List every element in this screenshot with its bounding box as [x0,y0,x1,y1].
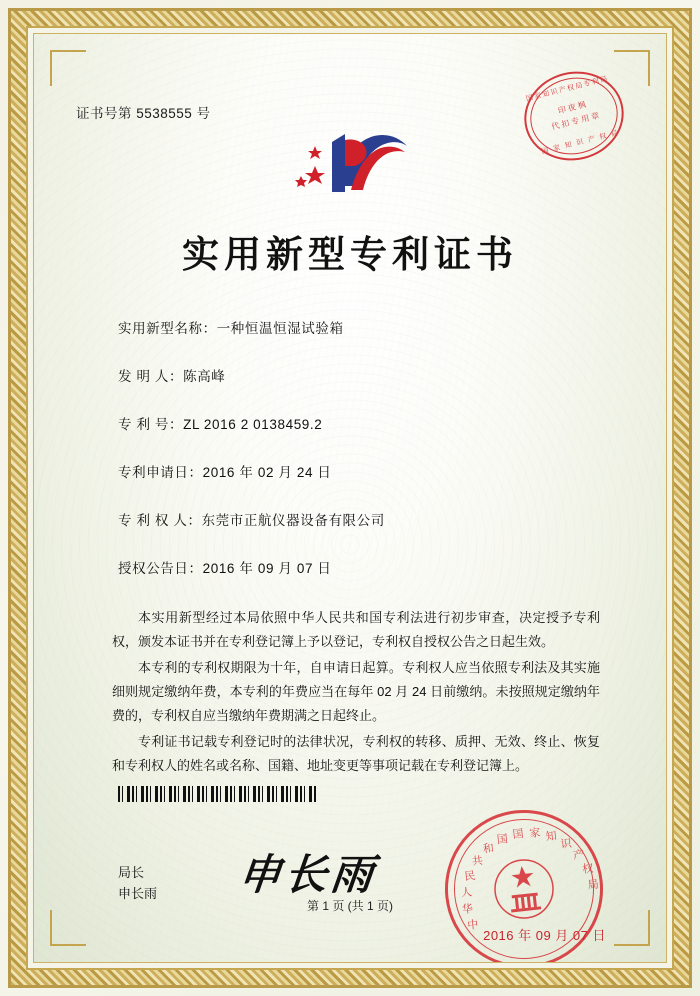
oval-stamp-arc-bottom: 国 家 知 识 产 权 局 [540,129,621,156]
fields-list [118,317,606,605]
field-value: 2016 年 02 月 24 日 [202,465,332,480]
certificate-content [34,34,666,962]
oval-stamp-mid-line-1: 印 夜 枫 [557,99,587,116]
field-value: 2016 年 09 月 07 日 [202,561,332,576]
legal-paragraph-3: 专利证书记载专利登记时的法律状况，专利权的转移、质押、无效、终止、恢复和专利权人的姓名或名称、国籍、地址变更等事项记载在专利登记簿上。 [112,734,600,774]
field-patentee [118,509,606,529]
field-application-date [118,461,606,481]
page-title: 实用新型专利证书 [182,233,518,276]
page-footer: 第 1 页 (共 1 页) [306,899,393,913]
director-name: 申长雨 [118,886,158,902]
oval-stamp-icon [515,61,633,171]
legal-text-block [112,606,600,780]
legal-paragraph-1: 本实用新型经过本局依照中华人民共和国专利法进行初步审查，决定授予专利权，颁发本证书并在专利登记簿上予以登记，专利权自授权公告之日起生效。 [112,610,600,650]
oval-stamp-mid-line-2: 代 扣 专 用 章 [550,111,601,132]
field-value: ZL 2016 2 0138459.2 [183,417,323,432]
field-label: 专 利 号： [118,417,184,432]
director-label: 局长 [118,865,145,880]
certificate-number: 证书号第 5538555 号 [76,106,211,121]
field-inventor [118,365,606,385]
field-label: 发 明 人： [118,369,184,384]
cnipa-logo-icon [285,120,415,208]
round-seal-text: 中 华 人 民 共 和 国 国 家 知 识 产 权 局 [460,826,601,932]
field-announcement-date [118,557,606,577]
certificate-inner-panel [33,33,667,963]
field-value: 陈高峰 [183,369,226,384]
oval-stamp-arc-top: 国家知识产权局专利局 [525,75,610,103]
seal-date: 2016 年 09 月 07 日 [483,928,606,943]
legal-paragraph-2: 本专利的专利权期限为十年，自申请日起算。专利权人应当依照专利法及其实施细则规定缴纳年费，本专利的年费应当在每年 02 月 24 日前缴纳。未按照规定缴纳年费的，专利权自应当缴纳年费期满之日起终止。 [112,660,600,724]
handwritten-signature: 申长雨 [236,850,380,899]
field-label: 授权公告日： [118,561,203,576]
field-patent-number [118,413,606,433]
barcode [118,786,318,802]
field-label: 实用新型名称： [118,321,217,336]
field-label: 专 利 权 人： [118,513,202,528]
field-utility-model-name [118,317,606,337]
field-label: 专利申请日： [118,465,203,480]
field-value: 东莞市正航仪器设备有限公司 [201,513,385,528]
field-value: 一种恒温恒湿试验箱 [216,321,344,336]
